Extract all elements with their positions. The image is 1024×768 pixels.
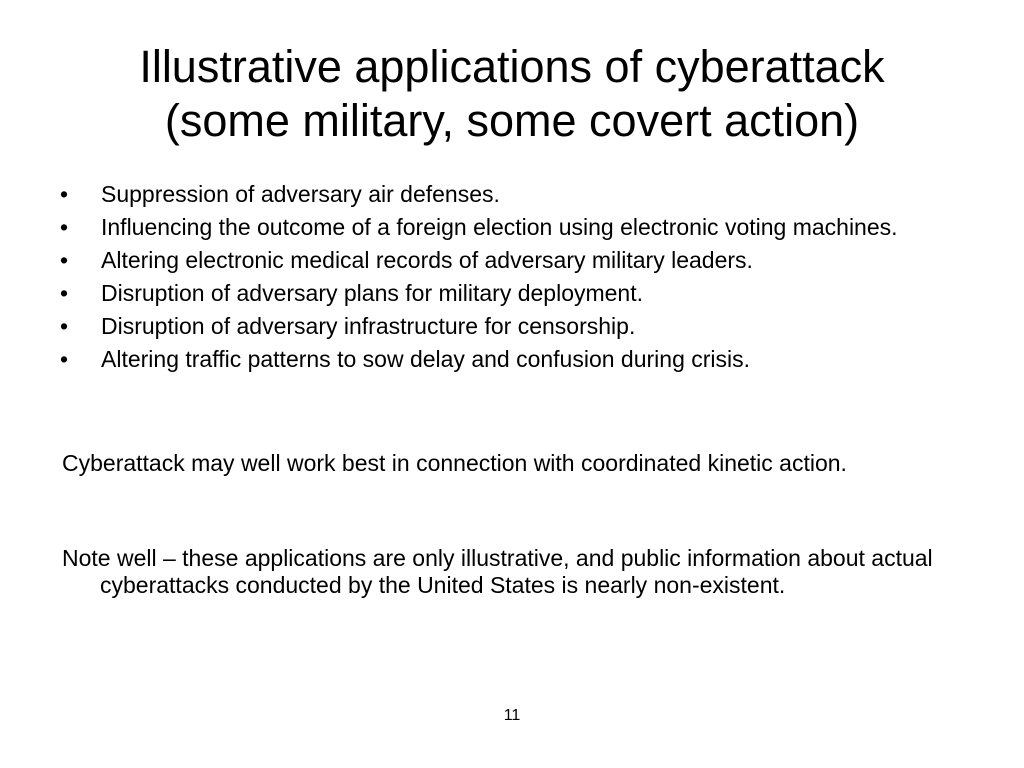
- bullet-glyph: •: [60, 346, 69, 372]
- bullet-glyph: •: [60, 181, 69, 207]
- bullet-item: [60, 346, 960, 372]
- bullet-text: Suppression of adversary air defenses.: [101, 181, 500, 207]
- bullet-text: Altering traffic patterns to sow delay and confusion during crisis.: [101, 346, 751, 372]
- bullet-text: Disruption of adversary plans for military deployment.: [101, 280, 644, 306]
- bullet-list: [60, 181, 960, 379]
- bullet-item: [60, 280, 960, 306]
- bullet-text: Disruption of adversary infrastructure for censorship.: [101, 313, 636, 339]
- bullet-text: Influencing the outcome of a foreign election using electronic voting machines.: [101, 214, 898, 240]
- slide-title: [40, 40, 984, 148]
- paragraph-kinetic: Cyberattack may well work best in connection with coordinated kinetic action.: [62, 450, 847, 476]
- page-number: 11: [503, 707, 521, 724]
- bullet-text: Altering electronic medical records of adversary military leaders.: [101, 247, 753, 273]
- bullet-item: [60, 181, 960, 207]
- bullet-item: [60, 247, 960, 273]
- bullet-item: [60, 313, 960, 339]
- bullet-glyph: •: [60, 214, 69, 240]
- slide-title-line-1: Illustrative applications of cyberattack: [139, 41, 885, 92]
- bullet-glyph: •: [60, 313, 69, 339]
- paragraph-note-well: Note well – these applications are only illustrative, and public information about actual cyberattacks conducted by the United States is nearly non-existent.: [62, 545, 933, 598]
- slide-title-line-2: (some military, some covert action): [164, 95, 860, 146]
- bullet-glyph: •: [60, 247, 69, 273]
- bullet-glyph: •: [60, 280, 69, 306]
- bullet-item: [60, 214, 960, 240]
